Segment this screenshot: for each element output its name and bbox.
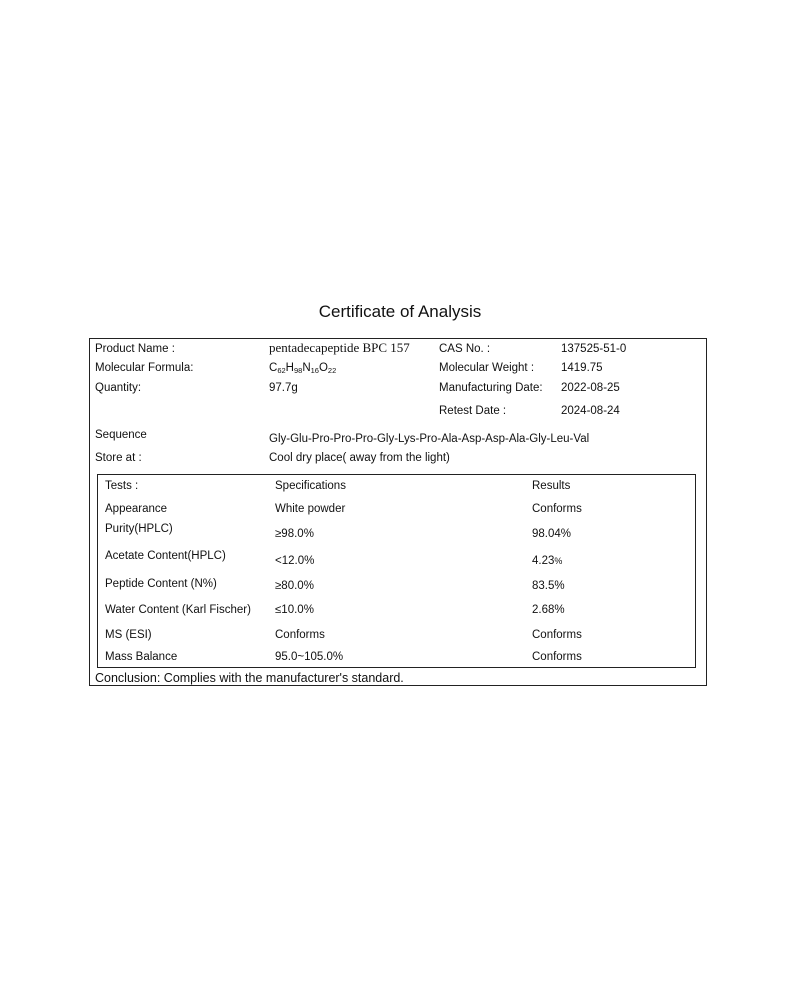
tests-header: Tests : [105,480,139,492]
table-row-test: Purity(HPLC) [105,523,173,535]
quantity-label: Quantity: [95,382,142,394]
mw-label: Molecular Weight : [439,362,535,374]
table-row-result: 4.23% [532,555,563,567]
table-row-test: Mass Balance [105,651,178,663]
quantity-value: 97.7g [269,382,298,394]
table-row-result: 2.68% [532,604,565,616]
table-row-spec: White powder [275,503,346,515]
table-row-test: Water Content (Karl Fischer) [105,604,251,616]
table-row-result: Conforms [532,651,582,663]
table-row-result: Conforms [532,629,582,641]
document-title: Certificate of Analysis [318,302,482,321]
table-row-test: Appearance [105,503,168,515]
store-label: Store at : [95,452,142,464]
conclusion-text: Conclusion: Complies with the manufacturer's standard. [95,671,404,685]
results-header: Results [532,480,571,492]
store-value: Cool dry place( away from the light) [269,452,450,464]
tests-table [97,474,696,668]
table-row-spec: 95.0~105.0% [275,651,344,663]
table-row-spec: ≥80.0% [275,580,314,592]
table-row-result: 98.04% [532,528,572,540]
table-row-result: Conforms [532,503,582,515]
table-row-spec: Conforms [275,629,325,641]
mfg-date-label: Manufacturing Date: [439,382,543,394]
sequence-label: Sequence [95,429,147,441]
table-row-spec: ≤10.0% [275,604,314,616]
mfg-date-value: 2022-08-25 [561,382,620,394]
table-row-test: Peptide Content (N%) [105,578,217,590]
formula-value: $C_{62}H_{98}N_{16}O_{22}$ [269,362,337,375]
sequence-value: Gly-Glu-Pro-Pro-Pro-Gly-Lys-Pro-Ala-Asp-Asp-Ala-Gly-Leu-Val [269,433,590,445]
cas-value: 137525-51-0 [561,343,627,355]
specifications-header: Specifications [275,480,346,492]
retest-date-label: Retest Date : [439,405,507,417]
product-name-value: pentadecapeptide BPC 157 [269,340,410,355]
retest-date-value: 2024-08-24 [561,405,620,417]
table-row-test: MS (ESI) [105,629,152,641]
table-row-spec: <12.0% [275,555,315,567]
formula-label: Molecular Formula: [95,362,194,374]
table-row-test: Acetate Content(HPLC) [105,550,226,562]
mw-value: 1419.75 [561,362,603,374]
table-row-spec: ≥98.0% [275,528,314,540]
table-row-result: 83.5% [532,580,565,592]
product-name-label: Product Name : [95,343,175,355]
cas-label: CAS No. : [439,343,491,355]
